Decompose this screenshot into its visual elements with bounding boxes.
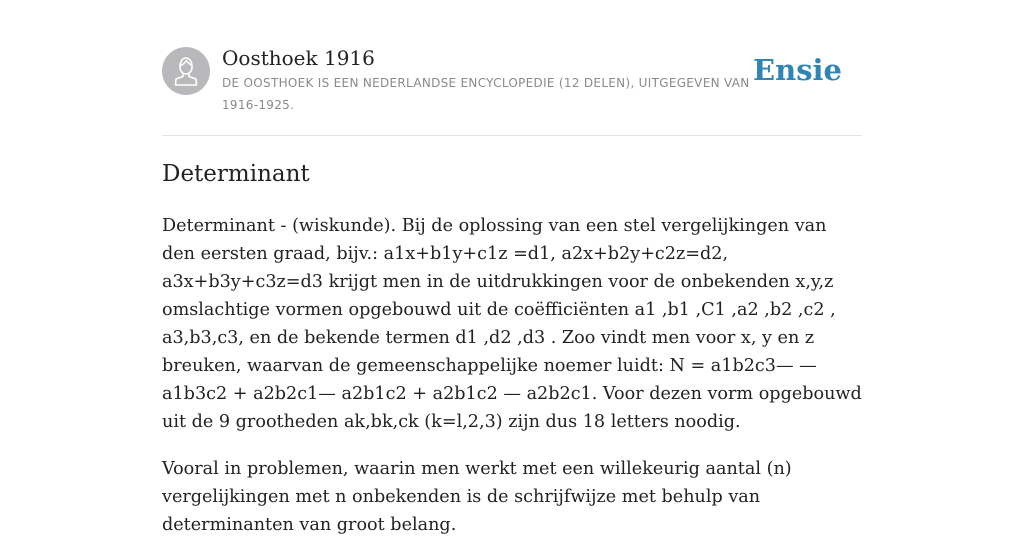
source-header <box>162 46 862 136</box>
article-body <box>162 212 862 558</box>
user-avatar-icon[interactable] <box>162 47 210 95</box>
source-description: DE OOSTHOEK IS EEN NEDERLANDSE ENCYCLOPEDIE (12 DELEN), UITGEGEVEN VAN 1916-1925. <box>222 76 750 112</box>
article-title: Determinant <box>162 161 310 187</box>
header-divider <box>162 135 862 136</box>
source-title[interactable]: Oosthoek 1916 <box>222 46 375 70</box>
brand-logo[interactable]: Ensie <box>753 53 842 87</box>
article-paragraph: Determinant - (wiskunde). Bij de oplossing van een stel vergelijkingen van den eersten graad, bijv.: a1x+b1y+c1z =d1, a2x+b2y+c2z=d2, a3x+b3y+c3z=d3 krijgt men in de uitdrukkingen voor de onbekenden x,y,z omslachtige vormen opgebouwd uit de coëfficiënten a1 ,b1 ,C1 ,a2 ,b2 ,c2 , a3,b3,c3, en de bekende termen d1 ,d2 ,d3 . Zoo vindt men voor x, y en z breuken, waarvan de gemeenschappelijke noemer luidt: N = a1b2c3— —a1b3c2 + a2b2c1— a2b1c2 + a2b1c2 — a2b2c1. Voor dezen vorm opgebouwd uit de 9 grootheden ak,bk,ck (k=l,2,3) zijn dus 18 letters noodig. <box>162 216 862 432</box>
article-paragraph: Vooral in problemen, waarin men werkt met een willekeurig aantal (n) vergelijkingen met n onbekenden is de schrijfwijze met behulp van determinanten van groot belang. <box>162 459 792 535</box>
